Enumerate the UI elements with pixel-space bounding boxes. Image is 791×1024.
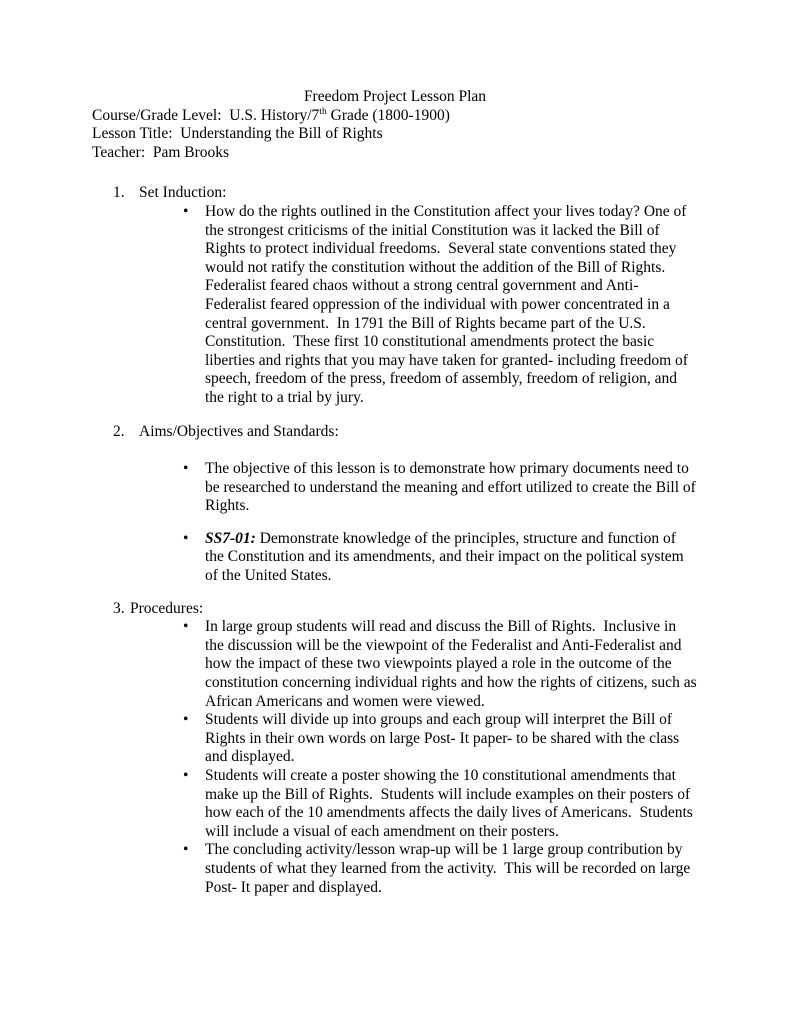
- bullet-icon: •: [183, 202, 189, 220]
- standard-text: [205, 530, 698, 586]
- list-item: [92, 203, 698, 408]
- procedure-2-text: Students will divide up into groups and each group will interpret the Bill of Rights in their own words on large Post- It paper- to be shared with the class and displayed.: [205, 711, 684, 766]
- procedure-4-text: The concluding activity/lesson wrap-up will be 1 large group contribution by students of what they learned from the activity. This will be recorded on large Post- It paper and displayed.: [205, 841, 695, 896]
- section-2-number: 2.: [113, 422, 125, 440]
- bullet-icon: •: [183, 711, 189, 729]
- page-title: Freedom Project Lesson Plan: [303, 88, 487, 105]
- lesson-title-line: Lesson Title: Understanding the Bill of Rights: [92, 125, 383, 143]
- bullet-icon: •: [183, 618, 189, 636]
- section-1-number: 1.: [113, 184, 125, 202]
- list-item: [92, 530, 698, 586]
- section-1-heading: [113, 184, 698, 203]
- section-2-heading: [113, 423, 698, 442]
- list-item: [92, 460, 698, 516]
- standard-description: Demonstrate knowledge of the principles, structure and function of the Constitution and its amendments, and their impact on the political system of the United States.: [205, 529, 688, 585]
- section-2-label: Aims/Objectives and Standards:: [139, 422, 339, 440]
- section-3-heading: [113, 600, 698, 619]
- bullet-icon: •: [183, 529, 189, 547]
- set-induction-text: How do the rights outlined in the Constitution affect your lives today? One of the strongest criticisms of the initial Constitution was it lacked the Bill of Rights to protect individual freedoms. Several state conventions stated they would not ratify the constitution without the addition of the Bill of Rights. Federalist feared chaos without a strong central government and Anti-Federalist feared oppression of the individual with power concentrated in a central government. In 1791 the Bill of Rights became part of the U.S. Constitution. These first 10 constitutional amendments protect the basic liberties and rights that you may have taken for granted- including freedom of speech, freedom of the press, freedom of assembly, freedom of religion, and the right to a trial by jury.: [205, 202, 692, 406]
- section-3-label: Procedures:: [130, 599, 204, 617]
- section-1-label: Set Induction:: [139, 184, 227, 202]
- standard-code: SS7-01:: [205, 529, 256, 547]
- ordinal-superscript: th: [319, 105, 327, 117]
- procedure-3-text: Students will create a poster showing the 10 constitutional amendments that make up the Bill of Rights. Students will include examples on their posters of how each of the 10 amendments affects the daily lives of Americans. Students will include a visual of each amendment on their posters.: [205, 767, 697, 840]
- course-grade-text-after: Grade (1800-1900): [326, 106, 450, 124]
- bullet-icon: •: [183, 460, 189, 478]
- list-item: [92, 711, 698, 767]
- bullet-icon: •: [183, 767, 189, 784]
- course-grade-line: [92, 107, 698, 126]
- list-item: [92, 618, 698, 711]
- list-item: [92, 767, 698, 841]
- section-3-number: 3.: [113, 599, 125, 617]
- list-item: [92, 841, 698, 897]
- course-grade-text: Course/Grade Level: U.S. History/7: [92, 106, 320, 124]
- objective-text: The objective of this lesson is to demonstrate how primary documents need to be researched to understand the meaning and effort utilized to create the Bill of Rights.: [205, 460, 700, 515]
- bullet-icon: •: [183, 841, 189, 859]
- teacher-line: Teacher: Pam Brooks: [92, 143, 230, 161]
- procedure-1-text: In large group students will read and discuss the Bill of Rights. Inclusive in the discussion will be the viewpoint of the Federalist and Anti-Federalist and how the impact of these two viewpoints played a role in the outcome of the constitution concerning individual rights and how the rights of citizens, such as African Americans and women were viewed.: [205, 618, 700, 710]
